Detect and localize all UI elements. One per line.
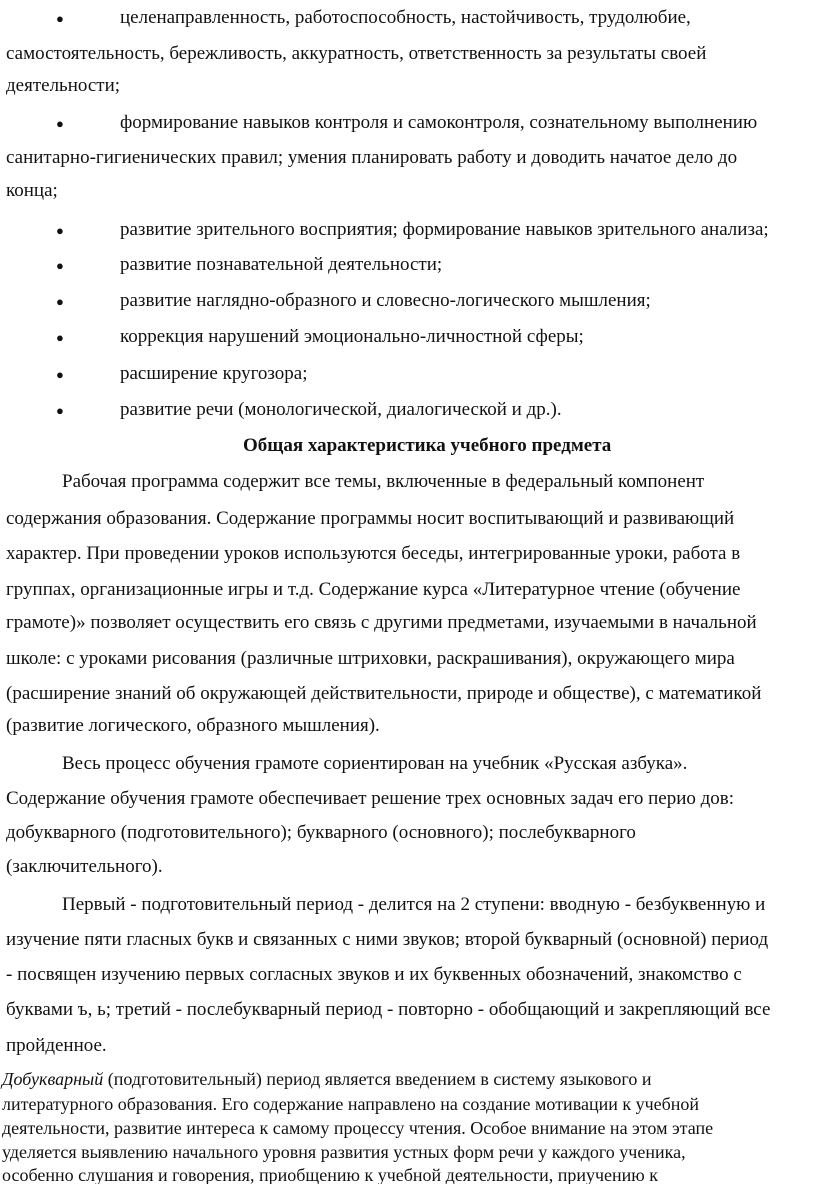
bullet-dot: ● — [56, 330, 64, 345]
bullet-item-2-cont-2: конца; — [6, 180, 58, 201]
paragraph-4-line-5: особенно слушания и говорения, приобщению к учебной деятельности, приучению к — [2, 1165, 658, 1184]
bullet-item-4: развитие познавательной деятельности; — [120, 254, 443, 275]
bullet-item-7: расширение кругозора; — [120, 363, 308, 384]
paragraph-1-line-2: содержания образования. Содержание программы носит воспитывающий и развивающий — [6, 508, 735, 529]
bullet-item-8: развитие речи (монологической, диалогической и др.). — [120, 399, 562, 420]
paragraph-4-line-1 — [2, 1070, 651, 1088]
paragraph-2-line-1: Весь процесс обучения грамоте сориентирован на учебник «Русская азбука». — [62, 753, 688, 774]
paragraph-3-line-4: буквами ъ, ь; третий - послебукварный период - повторно - обобщающий и закрепляющий все — [6, 999, 771, 1020]
bullet-item-1: целенаправленность, работоспособность, настойчивость, трудолюбие, — [120, 7, 691, 28]
paragraph-1-line-1: Рабочая программа содержит все темы, включенные в федеральный компонент — [62, 471, 705, 492]
bullet-item-6: коррекция нарушений эмоционально-личностной сферы; — [120, 326, 584, 347]
bullet-dot: ● — [56, 294, 64, 309]
paragraph-4-line-1-rest: (подготовительный) период является введением в систему языкового и — [103, 1069, 652, 1089]
section-title: Общая характеристика учебного предмета — [243, 435, 612, 456]
bullet-item-1-cont-2: деятельности; — [6, 75, 121, 96]
bullet-dot: ● — [56, 11, 64, 26]
paragraph-2-line-3: добукварного (подготовительного); букварного (основного); послебукварного — [6, 822, 636, 843]
bullet-item-3: развитие зрительного восприятия; формирование навыков зрительного анализа; — [120, 219, 769, 240]
bullet-dot: ● — [56, 223, 64, 238]
paragraph-1-line-6: школе: с уроками рисования (различные штриховки, раскрашивания), окружающего мира — [6, 648, 735, 669]
paragraph-2-line-2: Содержание обучения грамоте обеспечивает решение трех основных задач его перио дов: — [6, 788, 735, 809]
paragraph-2-line-4: (заключительного). — [6, 856, 163, 877]
paragraph-1-line-8: (развитие логического, образного мышления). — [6, 715, 380, 736]
bullet-item-2-cont-1: санитарно-гигиенических правил; умения планировать работу и доводить начатое дело до — [6, 147, 738, 168]
bullet-item-5: развитие наглядно-образного и словесно-логического мышления; — [120, 290, 651, 311]
paragraph-1-line-5: грамоте)» позволяет осуществить его связь с другими предметами, изучаемыми в начальной — [6, 612, 757, 633]
paragraph-4-line-4: уделяется выявлению начального уровня развития устных форм речи у каждого ученика, — [2, 1142, 686, 1162]
bullet-dot: ● — [56, 258, 64, 273]
paragraph-3-line-2: изучение пяти гласных букв и связанных с ними звуков; второй букварный (основной) период — [6, 929, 769, 950]
paragraph-3-line-5: пройденное. — [6, 1035, 107, 1056]
paragraph-3-line-1: Первый - подготовительный период - делится на 2 ступени: вводную - безбуквенную и — [62, 894, 766, 915]
bullet-item-1-cont-1: самостоятельность, бережливость, аккуратность, ответственность за результаты своей — [6, 43, 707, 64]
italic-lead: Добукварный — [2, 1069, 104, 1089]
paragraph-4-line-2: литературного образования. Его содержание направлено на создание мотивации к учебной — [2, 1094, 700, 1114]
bullet-dot: ● — [56, 403, 64, 418]
paragraph-1-line-7: (расширение знаний об окружающей действительности, природе и обществе), с математикой — [6, 683, 762, 704]
paragraph-1-line-4: группах, организационные игры и т.д. Содержание курса «Литературное чтение (обучение — [6, 579, 741, 600]
paragraph-4-line-3: деятельности, развитие интереса к самому процессу чтения. Особое внимание на этом этапе — [2, 1118, 714, 1138]
paragraph-1-line-3: характер. При проведении уроков используются беседы, интегрированные уроки, работа в — [6, 543, 741, 564]
bullet-item-2: формирование навыков контроля и самоконтроля, сознательному выполнению — [120, 112, 758, 133]
bullet-dot: ● — [56, 116, 64, 131]
paragraph-3-line-3: - посвящен изучению первых согласных звуков и их буквенных обозначений, знакомство с — [6, 964, 742, 985]
bullet-dot: ● — [56, 367, 64, 382]
